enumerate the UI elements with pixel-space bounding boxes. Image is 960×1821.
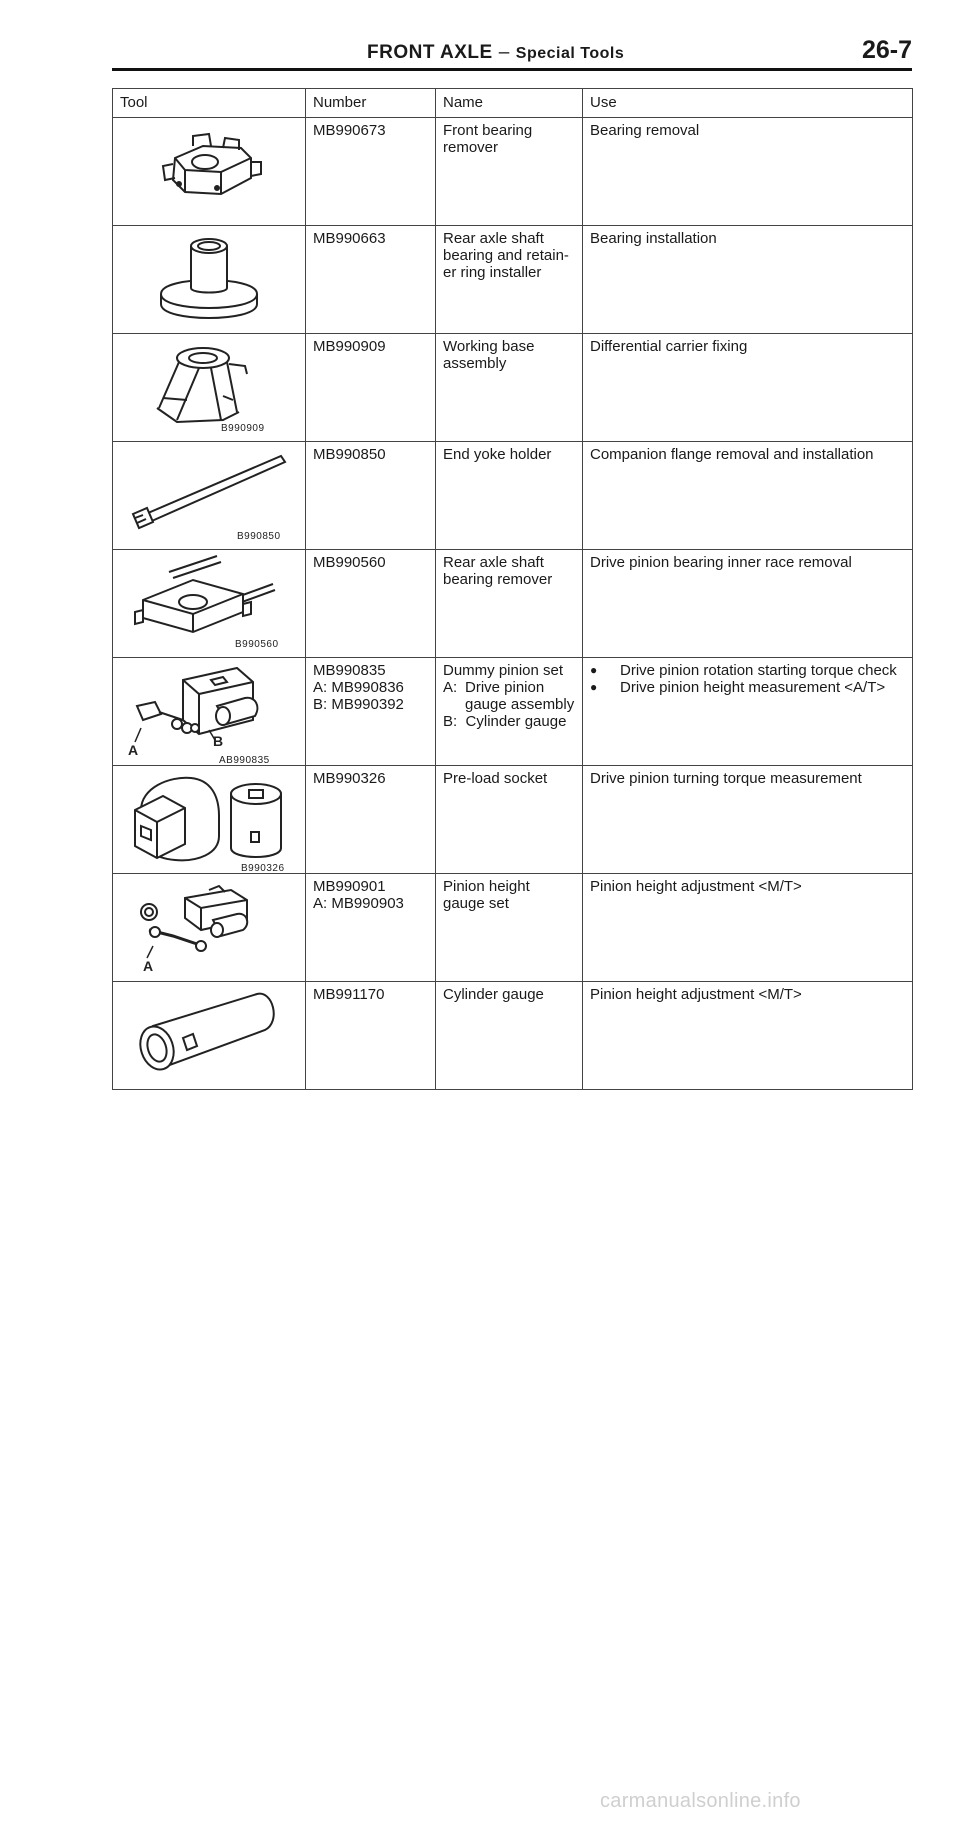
section-title: FRONT AXLE <box>367 42 493 63</box>
tool-use: Bearing removal <box>590 122 700 139</box>
tool-name-cell <box>436 766 583 874</box>
cylinder-gauge-icon <box>113 982 306 1089</box>
installer-icon <box>113 226 306 333</box>
tool-number-part-b: B: MB990392 <box>313 696 404 713</box>
preload-socket-icon <box>113 766 306 873</box>
tool-name: Pinion height gauge set <box>443 878 530 912</box>
tool-illustration <box>113 118 306 226</box>
tool-use: Drive pinion bearing inner race removal <box>590 554 852 571</box>
tool-use: Drive pinion rotation starting torque check <box>620 662 897 679</box>
tool-use-cell <box>583 874 913 982</box>
table-row <box>113 766 913 874</box>
section-subtitle: Special Tools <box>515 45 625 62</box>
tool-name: Rear axle shaft bearing and retain-er ring installer <box>443 230 569 281</box>
bearing-remover-icon <box>113 118 306 225</box>
table-row <box>113 874 913 982</box>
tool-illustration <box>113 766 306 874</box>
tool-name-cell <box>436 226 583 334</box>
tool-number-cell <box>306 226 436 334</box>
tool-use-cell <box>583 550 913 658</box>
tool-illustration <box>113 334 306 442</box>
tool-name: Front bearing remover <box>443 122 533 156</box>
tool-number-cell <box>306 334 436 442</box>
page-header <box>112 34 912 71</box>
tool-number: MB990673 <box>313 122 386 139</box>
table-row <box>113 982 913 1090</box>
tool-use-cell <box>583 226 913 334</box>
page-number: 26-7 <box>861 36 912 64</box>
table-row <box>113 226 913 334</box>
figure-code: B990326 <box>241 863 285 874</box>
table-row <box>113 334 913 442</box>
part-a-name <box>443 679 575 696</box>
tool-number-cell <box>306 118 436 226</box>
tool-illustration <box>113 658 306 766</box>
tool-number-cell <box>306 874 436 982</box>
figure-code: B990909 <box>221 423 265 434</box>
tool-name: Cylinder gauge <box>443 986 544 1003</box>
working-base-icon <box>113 334 306 441</box>
tool-number-part-a: A: MB990836 <box>313 679 404 696</box>
tool-name: Rear axle shaft bearing remover <box>443 554 553 588</box>
tool-name: End yoke holder <box>443 446 552 463</box>
column-header-use: Use <box>583 89 913 118</box>
tool-number-cell <box>306 442 436 550</box>
tool-number: MB990835 <box>313 662 386 679</box>
table-row <box>113 550 913 658</box>
tool-name: Working base assembly <box>443 338 535 372</box>
title-dash: – <box>498 42 510 63</box>
pinion-gauge-set-icon <box>113 874 306 981</box>
table-row <box>113 658 913 766</box>
tool-name: Dummy pinion set <box>443 662 564 679</box>
part-a-label: A: <box>443 679 458 696</box>
tool-name-cell <box>436 442 583 550</box>
column-header-name: Name <box>436 89 583 118</box>
tool-name: Pre-load socket <box>443 770 548 787</box>
list-item <box>590 662 905 679</box>
part-label-b: B <box>213 733 224 749</box>
tool-use: Drive pinion turning torque measurement <box>590 770 862 787</box>
tool-name-cell <box>436 118 583 226</box>
tool-use-cell <box>583 982 913 1090</box>
tool-use-cell <box>583 334 913 442</box>
tool-number-cell <box>306 766 436 874</box>
tool-illustration <box>113 874 306 982</box>
tool-use: Drive pinion height measurement <A/T> <box>620 679 886 696</box>
tool-number: MB990326 <box>313 770 386 787</box>
tool-illustration <box>113 226 306 334</box>
tool-use-cell <box>583 442 913 550</box>
part-label-a: A <box>128 742 139 758</box>
tool-name-cell <box>436 874 583 982</box>
bullet-icon: ● <box>590 680 598 694</box>
tool-number: MB991170 <box>313 986 385 1003</box>
watermark: carmanualsonline.info <box>600 1790 801 1812</box>
page-title <box>367 42 624 64</box>
tool-number-cell <box>306 550 436 658</box>
figure-code: B990560 <box>235 639 279 650</box>
tool-number-cell <box>306 982 436 1090</box>
part-a-text: Drive pinion gauge assembly <box>465 679 575 713</box>
tool-use: Differential carrier fixing <box>590 338 748 355</box>
tool-use: Companion flange removal and installation <box>590 446 874 463</box>
tool-use: Pinion height adjustment <M/T> <box>590 878 802 895</box>
special-tools-table <box>112 88 913 1090</box>
column-header-tool: Tool <box>113 89 306 118</box>
part-b-label: B: <box>443 713 458 730</box>
tool-illustration <box>113 550 306 658</box>
table-row <box>113 442 913 550</box>
part-label-a: A <box>143 958 154 974</box>
tool-number: MB990663 <box>313 230 386 247</box>
tool-use: Pinion height adjustment <M/T> <box>590 986 802 1003</box>
list-item <box>590 679 905 696</box>
figure-code: AB990835 <box>219 755 270 766</box>
table-row <box>113 118 913 226</box>
tool-number-part-a: A: MB990903 <box>313 895 404 912</box>
tool-number: MB990850 <box>313 446 386 463</box>
tool-name-cell <box>436 334 583 442</box>
dummy-pinion-set-icon <box>113 658 306 765</box>
part-b-text: Cylinder gauge <box>465 713 567 730</box>
part-b-name <box>443 713 575 730</box>
tool-number-cell <box>306 658 436 766</box>
column-header-number: Number <box>306 89 436 118</box>
figure-code: B990850 <box>237 531 281 542</box>
table-header-row <box>113 89 913 118</box>
tool-name-cell <box>436 550 583 658</box>
tool-name-cell <box>436 658 583 766</box>
tool-illustration <box>113 442 306 550</box>
tool-number: MB990901 <box>313 878 386 895</box>
tool-number: MB990909 <box>313 338 386 355</box>
tool-name-cell <box>436 982 583 1090</box>
bullet-icon: ● <box>590 663 598 677</box>
tool-use: Bearing installation <box>590 230 717 247</box>
tool-use-cell <box>583 766 913 874</box>
tool-use-cell <box>583 658 913 766</box>
tool-use-cell <box>583 118 913 226</box>
tool-illustration <box>113 982 306 1090</box>
tool-number: MB990560 <box>313 554 386 571</box>
